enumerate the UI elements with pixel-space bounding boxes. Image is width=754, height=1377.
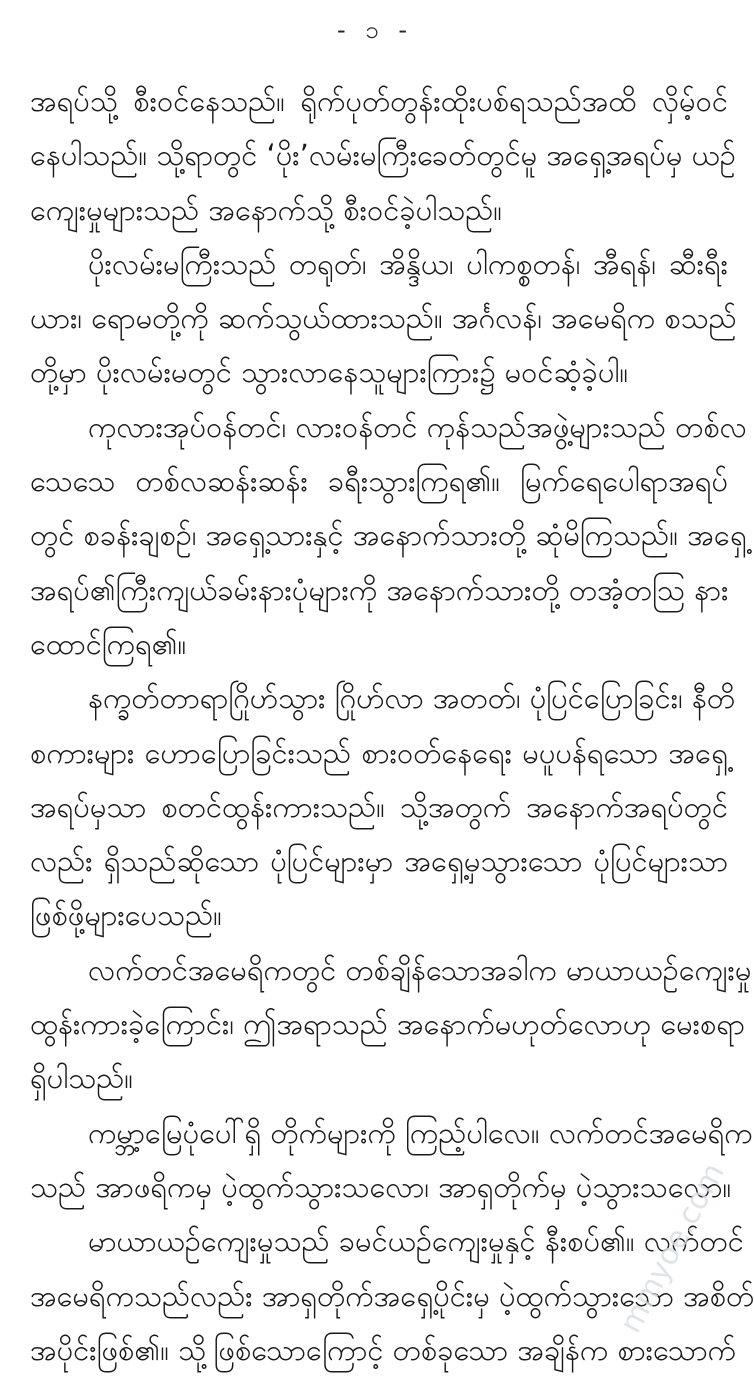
paragraph-first-line: လက်တင်အမေရိကတွင် တစ်ချိန်သောအခါက မာယာယဉ်ကျေးမှု [88,952,752,987]
text-line: အရပ်သို့ စီးဝင်နေသည်။ ရိုက်ပုတ်တွန်းထိုးပစ်ရသည်အထိ လှိမ့်ဝင် [30,84,728,118]
text-line: စကားများ ဟောပြောခြင်းသည် စားဝတ်နေရေး မပူပန်ရသော အရှေ့ [30,735,728,770]
text-line: တို့မှာ ပိုးလမ်းမတွင် သွားလာနေသူများကြား၌ မဝင်ဆံ့ခဲ့ပါ။ [30,355,629,390]
text-line: အရပ်မှသာ စတင်ထွန်းကားသည်။ သို့အတွက် အနောက်အရပ်တွင် [30,789,728,824]
text-line: သည် အာဖရိကမှ ပဲ့ထွက်သွားသလော၊ အာရှတိုက်မှ ပဲ့သွားသလော။ [30,1169,732,1204]
watermark: mmyoe.com [613,1157,732,1339]
text-line: နေပါသည်။ သို့ရာတွင် ‘ပိုး’လမ်းမကြီးခေတ်တွင်မူ အရှေ့အရပ်မှ ယဉ် [30,138,736,173]
text-line: ထောင်ကြရ၏။ [30,626,187,661]
paragraph-first-line: မာယာယဉ်ကျေးမှုသည် ခမင်ယဉ်ကျေးမှုနှင့် နီးစပ်၏။ လက်တင် [88,1224,744,1259]
page-number: - ၁ - [336,16,414,44]
text-line: ရှိပါသည်။ [30,1061,134,1096]
text-line: ယား၊ ရောမတို့ကို ဆက်သွယ်ထားသည်။ အင်္ဂလန်၊ အမေရိက စသည် [30,301,737,336]
text-line: ကျေးမှုများသည် အနောက်သို့ စီးဝင်ခဲ့ပါသည်။ [30,192,503,227]
text-line: အပိုင်းဖြစ်၏။ သို့ဖြစ်သောကြောင့် တစ်ခုသော အချိန်က စားသောက် [30,1332,736,1367]
text-line: ထွန်းကားခဲ့ကြောင်း၊ ဤအရာသည် အနောက်မဟုတ်လောဟု မေးစရာ [30,1007,745,1042]
paragraph-first-line: ကမ္ဘာ့မြေပုံပေါ်ရှိ တိုက်များကို ကြည့်ပါလေ။ လက်တင်အမေရိက [88,1115,753,1150]
paragraph-first-line: ပိုးလမ်းမကြီးသည် တရုတ်၊ အိန္ဒိယ၊ ပါကစ္စတန်၊ အီရန်၊ ဆီးရီး [88,246,728,281]
paragraph-first-line: နက္ခတ်တာရာဂြိုဟ်သွား ဂြိုဟ်လာ အတတ်၊ ပုံပြင်ပြောခြင်း၊ နီတိ [88,681,736,716]
text-line: သေသေ တစ်လဆန်းဆန်း ခရီးသွားကြရ၏။ မြက်ရေပေါရာအရပ် [30,464,728,499]
text-line: အရပ်၏ကြီးကျယ်ခမ်းနားပုံများကို အနောက်သားတို့ တအံ့တသြ နား [30,572,729,607]
text-line: တွင် စခန်းချစဉ်၊ အရှေ့သားနှင့် အနောက်သားတို့ ဆုံမိကြသည်။ အရှေ့ [30,518,747,553]
body-text [30,74,754,1377]
text-line: အမေရိကသည်လည်း အာရှတိုက်အရှေ့ပိုင်းမှ ပဲ့ထွက်သွားသော အစိတ် [30,1278,754,1313]
text-line: ဖြစ်ဖို့များပေသည်။ [30,898,222,933]
paragraph-first-line: ကုလားအုပ်ဝန်တင်၊ လားဝန်တင် ကုန်သည်အဖွဲ့များသည် တစ်လ [88,409,747,444]
text-line: လည်း ရှိသည်ဆိုသော ပုံပြင်များမှာ အရှေ့မှသွားသော ပုံပြင်များသာ [30,844,728,879]
